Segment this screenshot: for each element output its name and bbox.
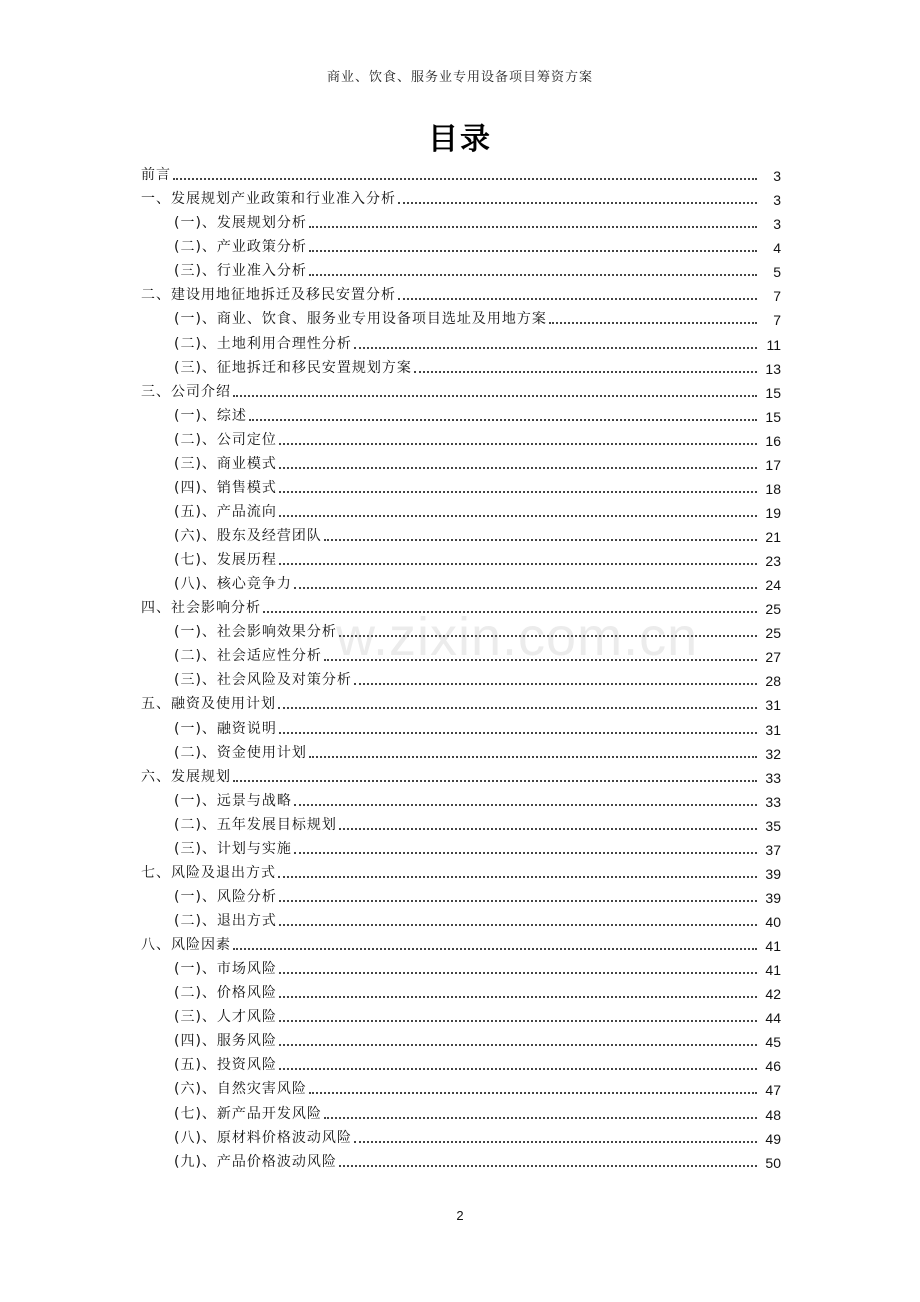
toc-dot-leader bbox=[354, 683, 757, 685]
toc-entry-page: 11 bbox=[766, 336, 781, 353]
toc-entry[interactable] bbox=[141, 449, 781, 473]
toc-entry[interactable] bbox=[141, 882, 781, 906]
toc-entry-label: (一)、市场风险 bbox=[174, 961, 277, 978]
toc-entry-label: (九)、产品价格波动风险 bbox=[174, 1153, 337, 1170]
toc-entry-page: 7 bbox=[773, 288, 781, 305]
toc-entry-page: 27 bbox=[765, 649, 781, 666]
toc-entry-label: (一)、商业、饮食、服务业专用设备项目选址及用地方案 bbox=[174, 311, 547, 328]
toc-entry[interactable] bbox=[141, 401, 781, 425]
toc-entry-page: 3 bbox=[773, 192, 781, 209]
toc-dot-leader bbox=[354, 1141, 757, 1143]
toc-entry-page: 4 bbox=[773, 240, 781, 257]
toc-entry-label: 三、公司介绍 bbox=[141, 383, 231, 400]
toc-dot-leader bbox=[279, 996, 757, 998]
toc-dot-leader bbox=[233, 395, 757, 397]
toc-entry-page: 39 bbox=[765, 865, 781, 882]
toc-entry[interactable] bbox=[141, 834, 781, 858]
toc-entry[interactable] bbox=[141, 762, 781, 786]
toc-dot-leader bbox=[294, 852, 757, 854]
page-title: 目录 bbox=[428, 122, 492, 157]
toc-entry-label: (三)、人才风险 bbox=[174, 1009, 277, 1026]
toc-entry-label: (七)、发展历程 bbox=[174, 552, 277, 569]
toc-dot-leader bbox=[279, 515, 757, 517]
toc-entry-page: 32 bbox=[765, 745, 781, 762]
toc-dot-leader bbox=[294, 587, 757, 589]
toc-dot-leader bbox=[279, 563, 757, 565]
toc-dot-leader bbox=[398, 298, 757, 300]
toc-entry[interactable] bbox=[141, 184, 781, 208]
toc-entry[interactable] bbox=[141, 521, 781, 545]
toc-entry-page: 25 bbox=[765, 601, 781, 618]
toc-entry[interactable] bbox=[141, 665, 781, 689]
toc-dot-leader bbox=[309, 1092, 757, 1094]
toc-entry-page: 31 bbox=[765, 697, 781, 714]
toc-entry-page: 31 bbox=[765, 721, 781, 738]
toc-dot-leader bbox=[398, 202, 757, 204]
toc-dot-leader bbox=[279, 732, 757, 734]
toc-entry-page: 18 bbox=[765, 480, 781, 497]
toc-dot-leader bbox=[354, 347, 757, 349]
toc-entry[interactable] bbox=[141, 858, 781, 882]
toc-entry-page: 41 bbox=[765, 962, 781, 979]
toc-entry-label: 前言 bbox=[141, 167, 171, 184]
toc-entry-label: (一)、综述 bbox=[174, 407, 247, 424]
toc-entry-page: 40 bbox=[765, 914, 781, 930]
toc-entry[interactable] bbox=[141, 713, 781, 737]
toc-entry-label: (五)、投资风险 bbox=[174, 1057, 277, 1074]
toc-dot-leader bbox=[279, 1044, 757, 1046]
toc-dot-leader bbox=[279, 972, 757, 974]
toc-entry-label: (二)、五年发展目标规划 bbox=[174, 816, 337, 833]
toc-entry-page: 15 bbox=[765, 408, 781, 425]
toc-entry-label: 一、发展规划产业政策和行业准入分析 bbox=[141, 191, 396, 208]
toc-dot-leader bbox=[278, 876, 757, 878]
toc-entry-label: 五、融资及使用计划 bbox=[141, 696, 276, 713]
toc-entry-label: (四)、服务风险 bbox=[174, 1033, 277, 1050]
toc-entry[interactable] bbox=[141, 569, 781, 593]
toc-entry-label: (八)、原材料价格波动风险 bbox=[174, 1129, 352, 1146]
toc-dot-leader bbox=[309, 226, 757, 228]
toc-entry-page: 45 bbox=[765, 1034, 781, 1051]
toc-entry-page: 44 bbox=[765, 1010, 781, 1027]
toc-entry-page: 37 bbox=[765, 841, 781, 858]
toc-entry-page: 47 bbox=[765, 1082, 781, 1099]
toc-entry-label: (二)、价格风险 bbox=[174, 985, 277, 1002]
toc-entry-label: (二)、社会适应性分析 bbox=[174, 648, 322, 665]
toc-entry[interactable] bbox=[141, 256, 781, 280]
toc-entry-label: (三)、征地拆迁和移民安置规划方案 bbox=[174, 359, 412, 376]
toc-entry-label: (五)、产品流向 bbox=[174, 503, 277, 520]
toc-dot-leader bbox=[324, 1117, 757, 1119]
toc-entry-label: 四、社会影响分析 bbox=[141, 600, 261, 617]
toc-dot-leader bbox=[339, 635, 757, 637]
toc-entry[interactable] bbox=[141, 353, 781, 377]
toc-entry[interactable] bbox=[141, 1074, 781, 1098]
toc-dot-leader bbox=[294, 804, 757, 806]
toc-entry[interactable] bbox=[141, 1026, 781, 1050]
toc-entry-page: 24 bbox=[765, 577, 781, 594]
toc-entry-page: 28 bbox=[765, 673, 781, 690]
toc-entry[interactable] bbox=[141, 1123, 781, 1147]
toc-dot-leader bbox=[324, 539, 757, 541]
toc-entry[interactable] bbox=[141, 906, 781, 930]
toc-dot-leader bbox=[279, 491, 757, 493]
running-header: 商业、饮食、服务业专用设备项目筹资方案 bbox=[326, 70, 593, 85]
toc-dot-leader bbox=[309, 250, 757, 252]
toc-entry-page: 23 bbox=[765, 553, 781, 570]
toc-entry[interactable] bbox=[141, 617, 781, 641]
toc-entry-page: 19 bbox=[765, 504, 781, 521]
toc-entry[interactable] bbox=[141, 930, 781, 954]
toc-entry-page: 16 bbox=[765, 432, 781, 449]
toc-entry[interactable] bbox=[141, 473, 781, 497]
toc-entry-label: 八、风险因素 bbox=[141, 937, 231, 954]
toc-dot-leader bbox=[279, 1068, 757, 1070]
toc-entry[interactable] bbox=[141, 978, 781, 1002]
toc-dot-leader bbox=[233, 780, 757, 782]
toc-entry-label: (三)、计划与实施 bbox=[174, 840, 292, 857]
toc-entry-label: (八)、核心竞争力 bbox=[174, 576, 292, 593]
toc-entry[interactable] bbox=[141, 425, 781, 449]
toc-entry-label: (六)、股东及经营团队 bbox=[174, 528, 322, 544]
toc-entry-label: (三)、商业模式 bbox=[174, 455, 277, 472]
toc-entry[interactable] bbox=[141, 208, 781, 232]
toc-entry-page: 41 bbox=[765, 938, 781, 955]
toc-entry-page: 50 bbox=[765, 1154, 781, 1171]
toc-entry-label: 六、发展规划 bbox=[141, 768, 231, 785]
toc-dot-leader bbox=[324, 659, 757, 661]
toc-entry[interactable] bbox=[141, 280, 781, 304]
toc-dot-leader bbox=[173, 178, 757, 180]
toc-entry[interactable] bbox=[141, 545, 781, 569]
toc-entry-page: 3 bbox=[773, 216, 781, 233]
toc-entry-page: 25 bbox=[765, 625, 781, 642]
toc-dot-leader bbox=[278, 707, 757, 709]
toc-entry[interactable] bbox=[141, 738, 781, 762]
toc-dot-leader bbox=[549, 322, 757, 324]
toc-entry-page: 17 bbox=[765, 456, 781, 473]
toc-entry[interactable] bbox=[141, 954, 781, 978]
toc-entry-label: (一)、融资说明 bbox=[174, 720, 277, 737]
toc-dot-leader bbox=[249, 419, 757, 421]
toc-entry-page: 33 bbox=[765, 793, 781, 810]
toc-dot-leader bbox=[279, 924, 757, 926]
toc-entry-page: 13 bbox=[765, 360, 781, 377]
toc-entry-label: (一)、发展规划分析 bbox=[174, 215, 307, 232]
toc-entry[interactable] bbox=[141, 1002, 781, 1026]
toc-entry[interactable] bbox=[141, 1050, 781, 1074]
toc-entry[interactable] bbox=[141, 593, 781, 617]
toc-entry-page: 21 bbox=[765, 529, 781, 545]
toc-entry[interactable] bbox=[141, 1098, 781, 1122]
toc-dot-leader bbox=[309, 756, 757, 758]
toc-dot-leader bbox=[279, 1020, 757, 1022]
toc-entry-page: 49 bbox=[765, 1130, 781, 1147]
toc-entry[interactable] bbox=[141, 497, 781, 521]
toc-entry-label: (六)、自然灾害风险 bbox=[174, 1081, 307, 1098]
toc-dot-leader bbox=[279, 443, 757, 445]
toc-dot-leader bbox=[233, 948, 757, 950]
toc-entry[interactable] bbox=[141, 232, 781, 256]
toc-entry-page: 42 bbox=[765, 986, 781, 1003]
toc-entry-label: (三)、社会风险及对策分析 bbox=[174, 672, 352, 689]
watermark: w.zixin.com.cn bbox=[336, 607, 699, 667]
toc-entry[interactable] bbox=[141, 304, 781, 328]
toc-entry-label: (二)、退出方式 bbox=[174, 913, 277, 929]
toc-entry-page: 3 bbox=[773, 168, 781, 185]
toc-entry-label: (二)、产业政策分析 bbox=[174, 239, 307, 256]
toc-entry-label: (一)、远景与战略 bbox=[174, 792, 292, 809]
toc-entry[interactable] bbox=[141, 689, 781, 713]
toc-entry[interactable] bbox=[141, 810, 781, 834]
toc-entry-label: (一)、风险分析 bbox=[174, 888, 277, 905]
toc-entry-label: (二)、土地利用合理性分析 bbox=[174, 335, 352, 352]
toc-entry-label: (三)、行业准入分析 bbox=[174, 263, 307, 280]
toc-entry-label: (二)、资金使用计划 bbox=[174, 744, 307, 761]
toc-entry-page: 35 bbox=[765, 817, 781, 834]
toc-entry[interactable] bbox=[141, 377, 781, 401]
toc-entry-page: 7 bbox=[773, 312, 781, 329]
toc-entry[interactable] bbox=[141, 786, 781, 810]
toc-entry-label: 二、建设用地征地拆迁及移民安置分析 bbox=[141, 287, 396, 304]
toc-entry-page: 39 bbox=[765, 889, 781, 906]
toc-entry-page: 33 bbox=[765, 769, 781, 786]
toc-dot-leader bbox=[414, 371, 757, 373]
toc-dot-leader bbox=[339, 1165, 757, 1167]
toc-dot-leader bbox=[309, 274, 757, 276]
toc-entry[interactable] bbox=[141, 328, 781, 352]
toc-entry[interactable] bbox=[141, 160, 781, 184]
toc-entry-label: (七)、新产品开发风险 bbox=[174, 1105, 322, 1122]
toc-dot-leader bbox=[263, 611, 757, 613]
toc-entry-page: 5 bbox=[773, 264, 781, 281]
toc-entry[interactable] bbox=[141, 641, 781, 665]
toc-dot-leader bbox=[279, 467, 757, 469]
toc-entry-page: 46 bbox=[765, 1058, 781, 1075]
toc-entry-label: (二)、公司定位 bbox=[174, 431, 277, 448]
toc-entry-label: 七、风险及退出方式 bbox=[141, 864, 276, 881]
toc-dot-leader bbox=[339, 828, 757, 830]
toc-entry-page: 48 bbox=[765, 1106, 781, 1123]
toc-entry-label: (一)、社会影响效果分析 bbox=[174, 624, 337, 641]
table-of-contents bbox=[141, 160, 781, 1171]
toc-entry-page: 15 bbox=[765, 384, 781, 401]
toc-entry-label: (四)、销售模式 bbox=[174, 479, 277, 496]
page-number: 2 bbox=[456, 1208, 464, 1223]
toc-entry[interactable] bbox=[141, 1147, 781, 1171]
toc-dot-leader bbox=[279, 900, 757, 902]
